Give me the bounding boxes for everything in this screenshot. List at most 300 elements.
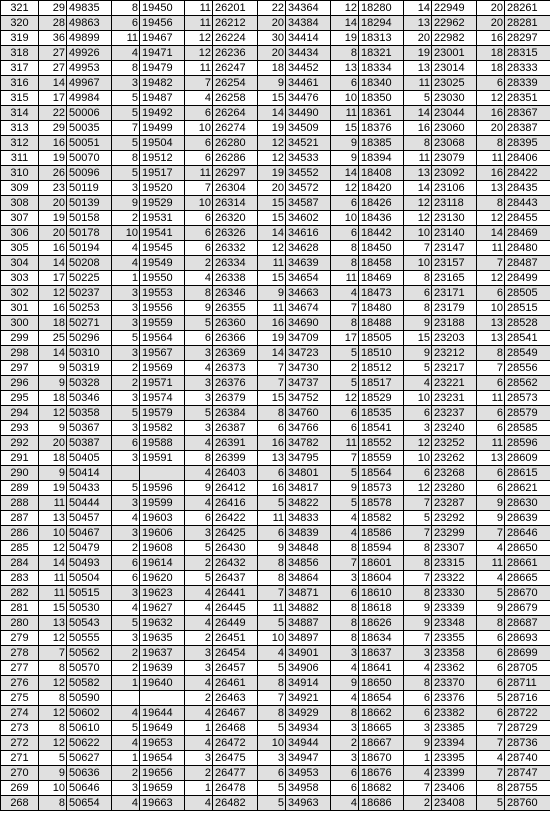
cumulative-cell: 50358 (67, 406, 112, 421)
count-cell: 6 (185, 226, 213, 241)
cumulative-cell: 34848 (286, 541, 331, 556)
count-cell: 2 (185, 256, 213, 271)
table-row (1, 76, 550, 91)
cumulative-cell: 50479 (67, 541, 112, 556)
count-cell: 27 (39, 61, 67, 76)
cumulative-cell: 28297 (505, 31, 550, 46)
cumulative-cell: 50562 (67, 646, 112, 661)
count-cell: 13 (404, 16, 432, 31)
count-cell: 1 (185, 781, 213, 796)
cumulative-cell: 50515 (67, 586, 112, 601)
cumulative-cell: 34953 (286, 766, 331, 781)
count-cell: 8 (39, 691, 67, 706)
cumulative-cell: 34521 (286, 136, 331, 151)
score-cell: 268 (1, 796, 39, 811)
count-cell: 8 (331, 706, 359, 721)
count-cell: 3 (112, 76, 140, 91)
cumulative-cell: 23299 (432, 526, 477, 541)
cumulative-cell: 34944 (286, 736, 331, 751)
cumulative-cell: 34654 (286, 271, 331, 286)
count-cell: 3 (331, 751, 359, 766)
count-cell: 19 (258, 121, 286, 136)
cumulative-cell: 23382 (432, 706, 477, 721)
count-cell: 10 (39, 781, 67, 796)
count-cell: 26 (39, 166, 67, 181)
score-cell: 316 (1, 76, 39, 91)
count-cell: 8 (477, 616, 505, 631)
count-cell: 12 (39, 706, 67, 721)
cumulative-cell: 28760 (505, 796, 550, 811)
table-row (1, 691, 550, 706)
table-row (1, 151, 550, 166)
cumulative-cell: 34934 (286, 721, 331, 736)
count-cell: 14 (477, 226, 505, 241)
count-cell: 10 (258, 631, 286, 646)
count-cell: 17 (39, 271, 67, 286)
count-cell: 3 (112, 421, 140, 436)
cumulative-cell: 18361 (359, 106, 404, 121)
cumulative-cell: 19541 (140, 226, 185, 241)
count-cell: 5 (404, 361, 432, 376)
count-cell: 29 (39, 1, 67, 16)
cumulative-cell: 34414 (286, 31, 331, 46)
cumulative-cell: 18564 (359, 466, 404, 481)
count-cell: 29 (39, 121, 67, 136)
table-row (1, 121, 550, 136)
count-cell: 7 (331, 451, 359, 466)
cumulative-cell: 26412 (213, 481, 258, 496)
count-cell: 13 (477, 451, 505, 466)
cumulative-cell: 34947 (286, 751, 331, 766)
cumulative-cell: 23221 (432, 376, 477, 391)
cumulative-cell: 34901 (286, 646, 331, 661)
cumulative-cell: 18450 (359, 241, 404, 256)
cumulative-cell: 34929 (286, 706, 331, 721)
count-cell: 11 (477, 436, 505, 451)
cumulative-cell: 26320 (213, 211, 258, 226)
count-cell: 6 (185, 136, 213, 151)
score-cell: 300 (1, 316, 39, 331)
cumulative-cell: 28406 (505, 151, 550, 166)
cumulative-cell: 28679 (505, 601, 550, 616)
cumulative-cell: 26387 (213, 421, 258, 436)
count-cell: 15 (258, 196, 286, 211)
table-row (1, 601, 550, 616)
cumulative-cell: 50194 (67, 241, 112, 256)
cumulative-cell: 19623 (140, 586, 185, 601)
cumulative-cell: 26360 (213, 316, 258, 331)
count-cell: 8 (258, 676, 286, 691)
count-cell: 15 (39, 601, 67, 616)
table-row (1, 46, 550, 61)
count-cell: 7 (477, 256, 505, 271)
count-cell: 20 (477, 121, 505, 136)
count-cell: 5 (331, 376, 359, 391)
count-cell: 11 (258, 511, 286, 526)
table-row (1, 301, 550, 316)
count-cell: 9 (477, 496, 505, 511)
cumulative-cell: 23068 (432, 136, 477, 151)
cumulative-cell: 23030 (432, 91, 477, 106)
count-cell: 3 (258, 751, 286, 766)
cumulative-cell: 19653 (140, 736, 185, 751)
table-row (1, 271, 550, 286)
cumulative-cell: 18626 (359, 616, 404, 631)
cumulative-cell: 23106 (432, 181, 477, 196)
count-cell: 19 (39, 211, 67, 226)
cumulative-cell: 28630 (505, 496, 550, 511)
cumulative-cell: 18340 (359, 76, 404, 91)
count-cell: 9 (477, 601, 505, 616)
cumulative-cell: 19456 (140, 16, 185, 31)
count-cell: 4 (331, 286, 359, 301)
cumulative-cell: 26297 (213, 166, 258, 181)
count-cell: 12 (39, 676, 67, 691)
cumulative-cell: 34795 (286, 451, 331, 466)
cumulative-cell: 49835 (67, 1, 112, 16)
count-cell: 5 (112, 406, 140, 421)
count-cell: 17 (331, 331, 359, 346)
table-row (1, 1, 550, 16)
cumulative-cell: 18582 (359, 511, 404, 526)
count-cell: 9 (185, 301, 213, 316)
cumulative-cell: 26454 (213, 646, 258, 661)
count-cell: 14 (404, 181, 432, 196)
cumulative-cell: 19596 (140, 481, 185, 496)
cumulative-cell: 19582 (140, 421, 185, 436)
cumulative-cell: 50225 (67, 271, 112, 286)
count-cell: 5 (185, 571, 213, 586)
score-cell: 288 (1, 496, 39, 511)
count-cell: 4 (185, 736, 213, 751)
cumulative-cell: 18559 (359, 451, 404, 466)
count-cell: 8 (331, 256, 359, 271)
cumulative-cell: 23217 (432, 361, 477, 376)
count-cell: 6 (477, 706, 505, 721)
cumulative-cell: 50310 (67, 346, 112, 361)
count-cell: 7 (258, 361, 286, 376)
cumulative-cell: 50387 (67, 436, 112, 451)
cumulative-cell: 18376 (359, 121, 404, 136)
cumulative-cell: 19614 (140, 556, 185, 571)
count-cell: 3 (185, 751, 213, 766)
cumulative-cell: 18552 (359, 436, 404, 451)
cumulative-cell: 18676 (359, 766, 404, 781)
cumulative-cell: 28705 (505, 661, 550, 676)
cumulative-cell: 28740 (505, 751, 550, 766)
cumulative-cell: 28367 (505, 106, 550, 121)
count-cell: 5 (185, 316, 213, 331)
count-cell: 1 (112, 751, 140, 766)
count-cell: 7 (477, 721, 505, 736)
cumulative-cell: 50590 (67, 691, 112, 706)
cumulative-cell: 26224 (213, 31, 258, 46)
count-cell: 11 (258, 601, 286, 616)
count-cell: 6 (477, 661, 505, 676)
cumulative-cell (140, 691, 185, 706)
cumulative-cell: 18637 (359, 646, 404, 661)
cumulative-cell: 26425 (213, 526, 258, 541)
cumulative-cell: 50602 (67, 706, 112, 721)
cumulative-cell: 34887 (286, 616, 331, 631)
cumulative-cell: 34364 (286, 1, 331, 16)
cumulative-cell: 28585 (505, 421, 550, 436)
count-cell: 4 (112, 241, 140, 256)
count-cell: 7 (185, 181, 213, 196)
count-cell: 16 (39, 136, 67, 151)
cumulative-cell: 26314 (213, 196, 258, 211)
cumulative-cell: 34817 (286, 481, 331, 496)
cumulative-cell: 50237 (67, 286, 112, 301)
count-cell: 3 (112, 451, 140, 466)
count-cell: 8 (331, 316, 359, 331)
score-cell: 273 (1, 721, 39, 736)
count-cell: 18 (477, 46, 505, 61)
count-cell: 5 (185, 541, 213, 556)
cumulative-cell: 34963 (286, 796, 331, 811)
cumulative-cell: 34801 (286, 466, 331, 481)
score-cell: 315 (1, 91, 39, 106)
table-row (1, 346, 550, 361)
cumulative-cell: 50139 (67, 196, 112, 211)
table-row (1, 136, 550, 151)
cumulative-cell: 28646 (505, 526, 550, 541)
cumulative-cell: 26430 (213, 541, 258, 556)
count-cell: 10 (185, 121, 213, 136)
count-cell: 14 (258, 226, 286, 241)
cumulative-cell: 19512 (140, 151, 185, 166)
count-cell: 15 (258, 271, 286, 286)
cumulative-cell: 18313 (359, 31, 404, 46)
count-cell: 11 (477, 556, 505, 571)
cumulative-cell: 18469 (359, 271, 404, 286)
cumulative-cell: 23130 (432, 211, 477, 226)
count-cell: 8 (258, 406, 286, 421)
score-cell: 285 (1, 541, 39, 556)
score-cell: 308 (1, 196, 39, 211)
cumulative-cell: 26477 (213, 766, 258, 781)
count-cell: 9 (39, 376, 67, 391)
cumulative-cell: 18321 (359, 46, 404, 61)
count-cell: 12 (404, 481, 432, 496)
cumulative-cell: 26468 (213, 721, 258, 736)
score-cell: 312 (1, 136, 39, 151)
count-cell: 6 (331, 196, 359, 211)
count-cell: 4 (185, 466, 213, 481)
count-cell: 6 (185, 106, 213, 121)
cumulative-cell: 19627 (140, 601, 185, 616)
score-cell: 311 (1, 151, 39, 166)
count-cell: 8 (331, 46, 359, 61)
table-row (1, 796, 550, 811)
cumulative-cell: 19529 (140, 196, 185, 211)
count-cell: 8 (404, 301, 432, 316)
count-cell: 3 (112, 181, 140, 196)
cumulative-cell: 49926 (67, 46, 112, 61)
count-cell: 6 (477, 676, 505, 691)
count-cell: 4 (185, 361, 213, 376)
count-cell: 3 (112, 316, 140, 331)
count-cell: 18 (258, 61, 286, 76)
cumulative-cell: 23044 (432, 106, 477, 121)
cumulative-cell: 19574 (140, 391, 185, 406)
cumulative-cell: 19620 (140, 571, 185, 586)
count-cell: 10 (404, 451, 432, 466)
count-cell: 1 (185, 721, 213, 736)
cumulative-cell: 34864 (286, 571, 331, 586)
cumulative-cell: 26346 (213, 286, 258, 301)
cumulative-cell: 50253 (67, 301, 112, 316)
count-cell: 3 (331, 571, 359, 586)
count-cell: 7 (404, 571, 432, 586)
table-row (1, 31, 550, 46)
count-cell: 20 (477, 16, 505, 31)
cumulative-cell: 18529 (359, 391, 404, 406)
cumulative-cell: 23231 (432, 391, 477, 406)
count-cell: 5 (112, 721, 140, 736)
score-cell: 297 (1, 361, 39, 376)
count-cell: 14 (331, 166, 359, 181)
count-cell: 3 (331, 646, 359, 661)
score-cell: 274 (1, 706, 39, 721)
count-cell: 16 (477, 31, 505, 46)
count-cell: 6 (331, 781, 359, 796)
count-cell: 8 (404, 586, 432, 601)
count-cell: 11 (185, 16, 213, 31)
count-cell: 12 (258, 241, 286, 256)
count-cell: 17 (39, 91, 67, 106)
count-cell: 4 (185, 91, 213, 106)
cumulative-cell: 19479 (140, 61, 185, 76)
count-cell: 2 (185, 691, 213, 706)
cumulative-cell: 26482 (213, 796, 258, 811)
cumulative-cell: 18442 (359, 226, 404, 241)
cumulative-cell: 28670 (505, 586, 550, 601)
cumulative-cell: 28621 (505, 481, 550, 496)
cumulative-cell: 28315 (505, 46, 550, 61)
cumulative-cell: 19545 (140, 241, 185, 256)
cumulative-cell: 50627 (67, 751, 112, 766)
count-cell: 8 (404, 541, 432, 556)
cumulative-cell: 34663 (286, 286, 331, 301)
count-cell: 9 (331, 136, 359, 151)
count-cell: 11 (39, 496, 67, 511)
cumulative-cell: 19550 (140, 271, 185, 286)
cumulative-cell: 34730 (286, 361, 331, 376)
cumulative-cell: 18578 (359, 496, 404, 511)
cumulative-cell: 50367 (67, 421, 112, 436)
count-cell: 6 (258, 766, 286, 781)
count-cell: 8 (39, 661, 67, 676)
count-cell: 10 (404, 256, 432, 271)
count-cell: 5 (185, 406, 213, 421)
count-cell: 3 (185, 346, 213, 361)
cumulative-cell: 19588 (140, 436, 185, 451)
cumulative-cell: 34690 (286, 316, 331, 331)
table-row (1, 106, 550, 121)
count-cell: 27 (39, 46, 67, 61)
cumulative-cell: 23399 (432, 766, 477, 781)
cumulative-cell: 18334 (359, 61, 404, 76)
cumulative-cell: 26286 (213, 151, 258, 166)
count-cell: 9 (404, 616, 432, 631)
cumulative-cell: 23406 (432, 781, 477, 796)
cumulative-cell: 50296 (67, 331, 112, 346)
count-cell: 14 (39, 346, 67, 361)
cumulative-cell: 23001 (432, 46, 477, 61)
cumulative-cell: 18517 (359, 376, 404, 391)
cumulative-cell: 26355 (213, 301, 258, 316)
count-cell: 2 (331, 736, 359, 751)
cumulative-cell: 19639 (140, 661, 185, 676)
count-cell: 12 (39, 631, 67, 646)
cumulative-cell: 23362 (432, 661, 477, 676)
count-cell: 11 (477, 391, 505, 406)
count-cell: 12 (39, 406, 67, 421)
count-cell: 3 (185, 526, 213, 541)
count-cell: 5 (258, 721, 286, 736)
cumulative-cell: 18634 (359, 631, 404, 646)
count-cell: 20 (258, 181, 286, 196)
count-cell: 9 (258, 286, 286, 301)
count-cell: 9 (258, 541, 286, 556)
score-cell: 282 (1, 586, 39, 601)
cumulative-cell: 34476 (286, 91, 331, 106)
score-cell: 301 (1, 301, 39, 316)
table-row (1, 676, 550, 691)
score-cell: 281 (1, 601, 39, 616)
count-cell: 6 (404, 706, 432, 721)
table-row (1, 316, 550, 331)
count-cell: 10 (112, 226, 140, 241)
cumulative-cell: 49967 (67, 76, 112, 91)
cumulative-cell: 50570 (67, 661, 112, 676)
cumulative-cell: 34587 (286, 196, 331, 211)
count-cell: 4 (477, 751, 505, 766)
table-row (1, 361, 550, 376)
score-cell: 275 (1, 691, 39, 706)
table-row (1, 631, 550, 646)
count-cell: 3 (404, 646, 432, 661)
cumulative-cell: 26461 (213, 676, 258, 691)
count-cell: 10 (477, 301, 505, 316)
count-cell: 14 (331, 16, 359, 31)
cumulative-cell: 18350 (359, 91, 404, 106)
cumulative-cell: 26379 (213, 391, 258, 406)
table-body (1, 1, 550, 811)
count-cell: 20 (39, 436, 67, 451)
count-cell: 5 (404, 91, 432, 106)
cumulative-cell: 23237 (432, 406, 477, 421)
count-cell: 14 (39, 556, 67, 571)
count-cell: 4 (477, 541, 505, 556)
count-cell: 8 (112, 151, 140, 166)
count-cell: 18 (477, 61, 505, 76)
count-cell: 9 (39, 766, 67, 781)
count-cell: 8 (39, 796, 67, 811)
table-row (1, 661, 550, 676)
cumulative-cell: 34760 (286, 406, 331, 421)
cumulative-cell: 26432 (213, 556, 258, 571)
count-cell: 6 (331, 586, 359, 601)
score-cell: 293 (1, 421, 39, 436)
score-cell: 296 (1, 376, 39, 391)
count-cell: 6 (477, 421, 505, 436)
count-cell: 5 (331, 466, 359, 481)
cumulative-cell: 26475 (213, 751, 258, 766)
cumulative-cell: 28573 (505, 391, 550, 406)
count-cell: 5 (112, 106, 140, 121)
